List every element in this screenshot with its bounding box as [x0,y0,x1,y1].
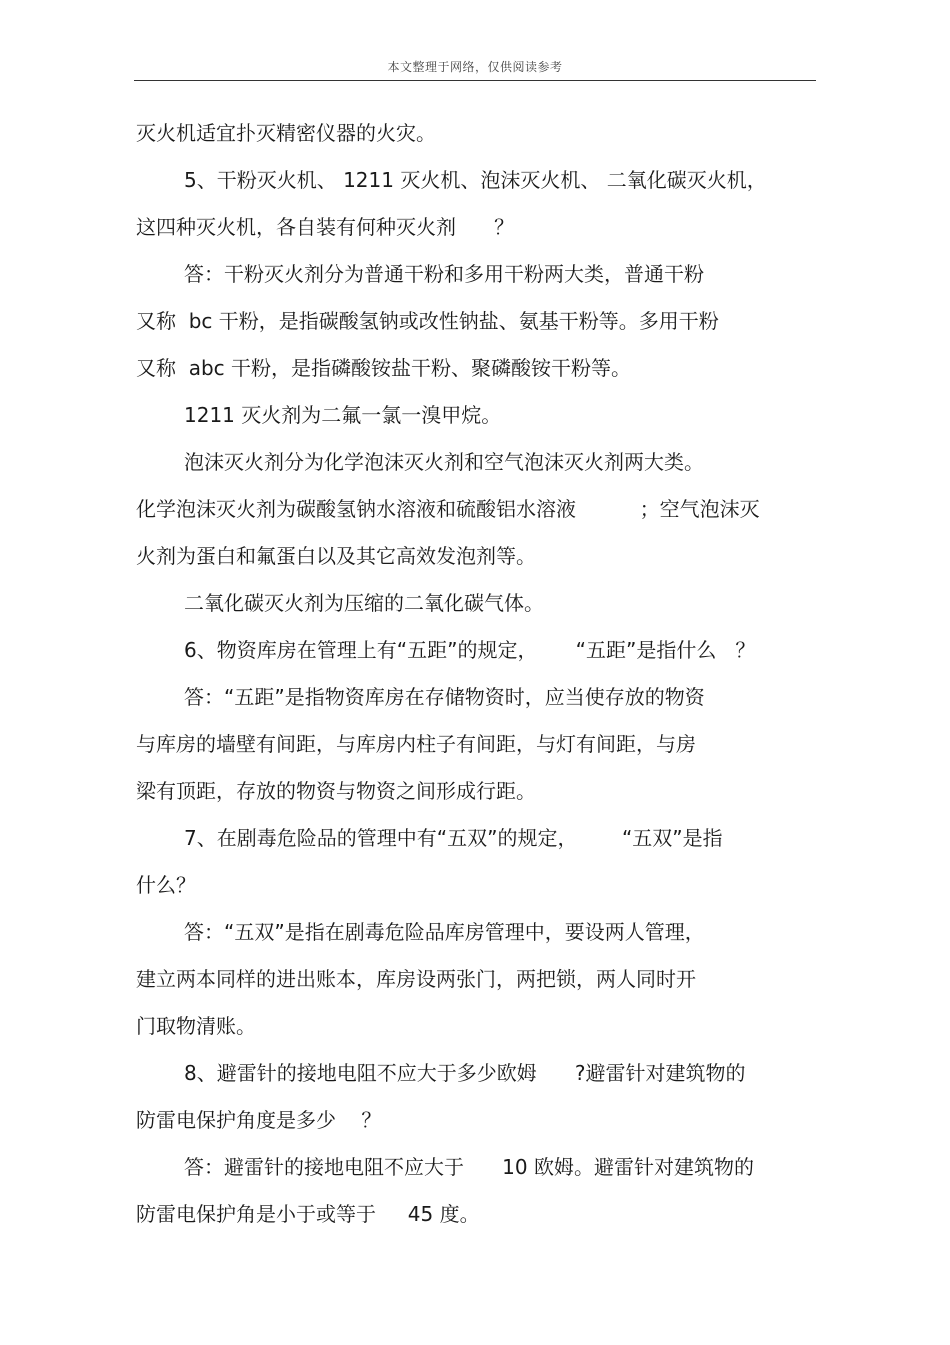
text-line: 灭火机适宜扑灭精密仪器的火灾。 [136,121,436,145]
text-line: 8、避雷针的接地电阻不应大于多少欧姆 ?避雷针对建筑物的 [184,1061,746,1085]
text-line: 答：避雷针的接地电阻不应大于 10 欧姆。避雷针对建筑物的 [184,1155,754,1179]
text-line: 答：“五双”是指在剧毒危险品库房管理中，要设两人管理， [184,920,705,944]
text-line: 防雷电保护角度是多少 ？ [136,1108,382,1132]
text-line: 又称 abc 干粉，是指磷酸铵盐干粉、聚磷酸铵干粉等。 [136,356,632,380]
text-line: 答：干粉灭火剂分为普通干粉和多用干粉两大类，普通干粉 [184,262,704,286]
text-line: 又称 bc 干粉，是指碳酸氢钠或改性钠盐、氨基干粉等。多用干粉 [136,309,719,333]
document-body [136,110,826,1238]
text-line: 5、干粉灭火机、 1211 灭火机、泡沫灭火机、 二氧化碳灭火机， [184,168,767,192]
text-line: 这四种灭火机，各自装有何种灭火剂 ？ [136,215,515,239]
text-line: 门取物清账。 [136,1014,256,1038]
text-line: 火剂为蛋白和氟蛋白以及其它高效发泡剂等。 [136,544,536,568]
text-line: 二氧化碳灭火剂为压缩的二氧化碳气体。 [184,591,544,615]
text-line: 7、在剧毒危险品的管理中有“五双”的规定， “五双”是指 [184,826,723,850]
text-line: 答：“五距”是指物资库房在存储物资时，应当使存放的物资 [184,685,705,709]
text-line: 防雷电保护角是小于或等于 45 度。 [136,1202,480,1226]
text-line: 什么？ [136,873,196,897]
text-line: 泡沫灭火剂分为化学泡沫灭火剂和空气泡沫灭火剂两大类。 [184,450,704,474]
text-line: 1211 灭火剂为二氟一氯一溴甲烷。 [184,403,502,427]
page-header: 本文整理于网络，仅供阅读参考 [387,60,563,74]
text-line: 化学泡沫灭火剂为碳酸氢钠水溶液和硫酸铝水溶液 ；空气泡沫灭 [136,497,760,521]
header-divider [134,80,816,81]
text-line: 6、物资库房在管理上有“五距”的规定， “五距”是指什么 ？ [184,638,756,662]
text-line: 建立两本同样的进出账本，库房设两张门，两把锁，两人同时开 [136,967,696,991]
text-line: 梁有顶距，存放的物资与物资之间形成行距。 [136,779,536,803]
text-line: 与库房的墙壁有间距，与库房内柱子有间距，与灯有间距，与房 [136,732,696,756]
